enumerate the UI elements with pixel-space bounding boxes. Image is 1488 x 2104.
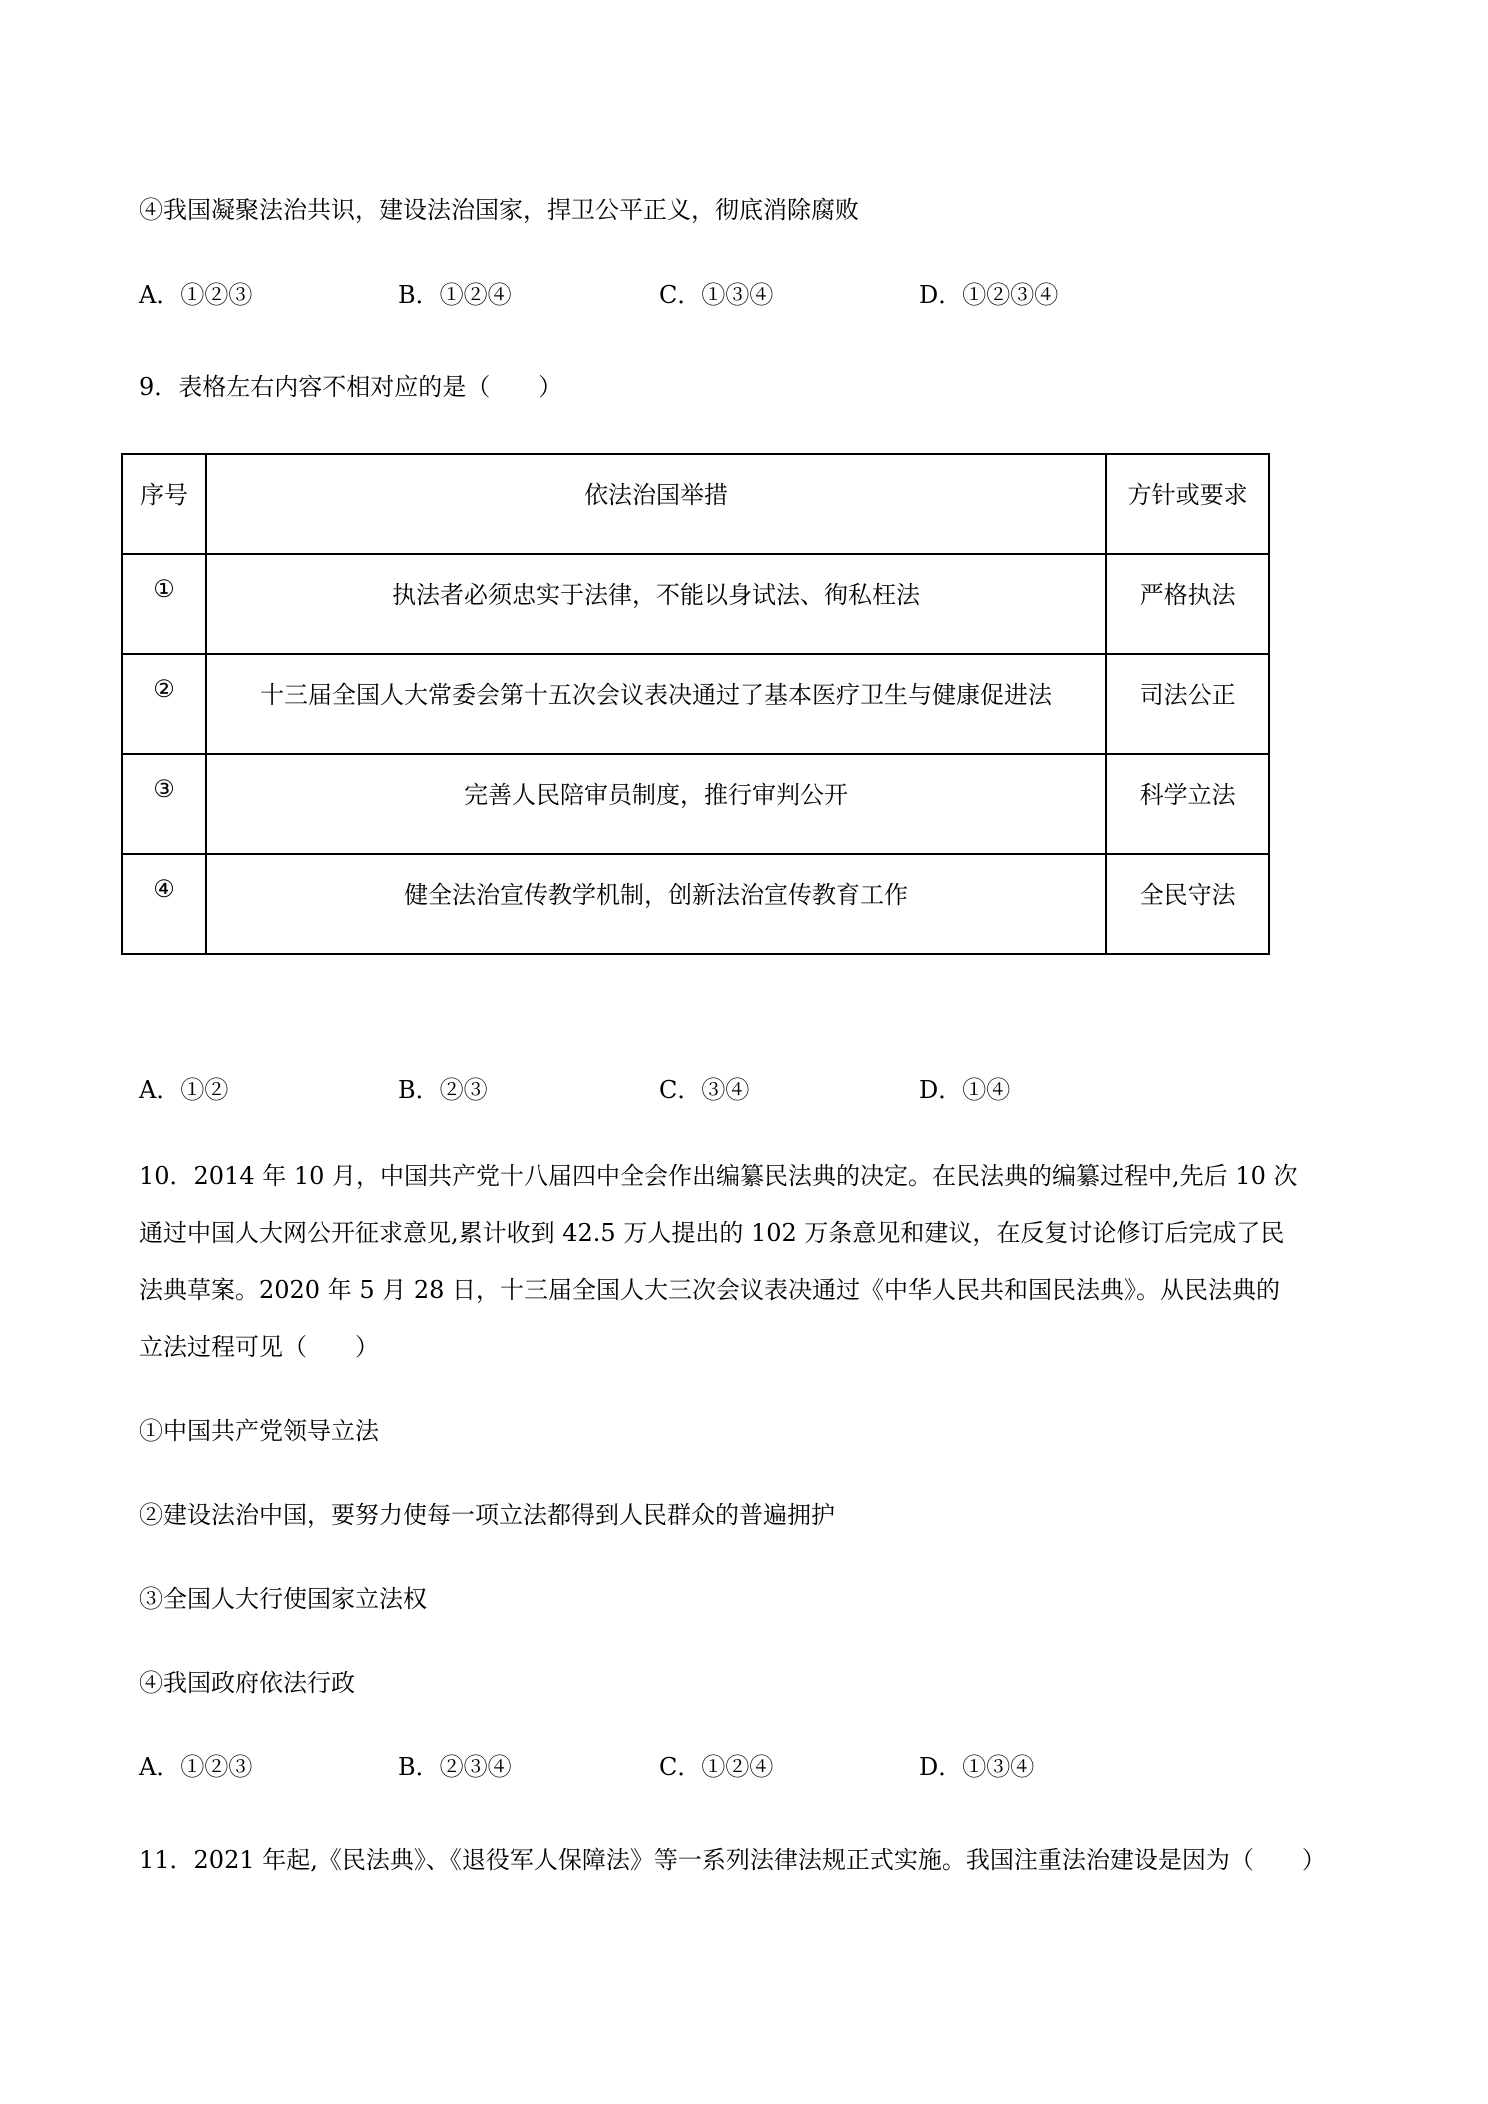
q10-item-3: ③全国人大行使国家立法权 — [139, 1585, 427, 1613]
table-cell: ③ — [122, 754, 206, 854]
q10-option-c: C．①②④ — [659, 1753, 774, 1781]
q9-option-b: B．②③ — [398, 1076, 488, 1104]
table-row — [122, 554, 1269, 654]
q8-option-b: B．①②④ — [398, 281, 512, 309]
q10-stem-line-1: 10．2014 年 10 月，中国共产党十八届四中全会作出编纂民法典的决定。在民法典的编纂过程中,先后 10 次 — [139, 1162, 1298, 1190]
table-cell: ① — [122, 554, 206, 654]
table-cell: 全民守法 — [1106, 854, 1269, 954]
q8-item-4: ④我国凝聚法治共识，建设法治国家，捍卫公平正义，彻底消除腐败 — [139, 196, 859, 224]
q10-option-a: A．①②③ — [139, 1753, 253, 1781]
q9-option-d: D．①④ — [919, 1076, 1011, 1104]
table-cell: 十三届全国人大常委会第十五次会议表决通过了基本医疗卫生与健康促进法 — [206, 654, 1106, 754]
table-row — [122, 754, 1269, 854]
q10-option-d: D．①③④ — [919, 1753, 1035, 1781]
q8-option-c: C．①③④ — [659, 281, 774, 309]
q9-option-a: A．①② — [139, 1076, 229, 1104]
table-row — [122, 854, 1269, 954]
q10-item-4: ④我国政府依法行政 — [139, 1669, 355, 1697]
q10-item-1: ①中国共产党领导立法 — [139, 1417, 379, 1445]
q10-item-2: ②建设法治中国，要努力使每一项立法都得到人民群众的普遍拥护 — [139, 1501, 835, 1529]
measures-table — [121, 453, 1270, 955]
q11-stem: 11．2021 年起,《民法典》、《退役军人保障法》等一系列法律法规正式实施。我国注重法治建设是因为（ ） — [139, 1846, 1326, 1874]
q10-stem-line-4: 立法过程可见（ ） — [139, 1333, 379, 1361]
table-cell: 科学立法 — [1106, 754, 1269, 854]
q8-option-a: A．①②③ — [139, 281, 253, 309]
q10-stem-line-2: 通过中国人大网公开征求意见,累计收到 42.5 万人提出的 102 万条意见和建议，在反复讨论修订后完成了民 — [139, 1219, 1285, 1247]
table-cell: 严格执法 — [1106, 554, 1269, 654]
table-cell: ② — [122, 654, 206, 754]
q8-option-d: D．①②③④ — [919, 281, 1059, 309]
table-cell: 司法公正 — [1106, 654, 1269, 754]
q9-stem: 9．表格左右内容不相对应的是（ ） — [139, 373, 563, 401]
table-cell: 执法者必须忠实于法律，不能以身试法、徇私枉法 — [206, 554, 1106, 654]
table-header-row — [122, 454, 1269, 554]
q9-option-c: C．③④ — [659, 1076, 750, 1104]
table-row — [122, 654, 1269, 754]
table-header-cell: 依法治国举措 — [206, 454, 1106, 554]
q10-stem-line-3: 法典草案。2020 年 5 月 28 日，十三届全国人大三次会议表决通过《中华人民共和国民法典》。从民法典的 — [139, 1276, 1281, 1304]
table-header-cell: 序号 — [122, 454, 206, 554]
table-cell: 完善人民陪审员制度，推行审判公开 — [206, 754, 1106, 854]
table-header-cell: 方针或要求 — [1106, 454, 1269, 554]
table-cell: ④ — [122, 854, 206, 954]
table-cell: 健全法治宣传教学机制，创新法治宣传教育工作 — [206, 854, 1106, 954]
q10-option-b: B．②③④ — [398, 1753, 512, 1781]
